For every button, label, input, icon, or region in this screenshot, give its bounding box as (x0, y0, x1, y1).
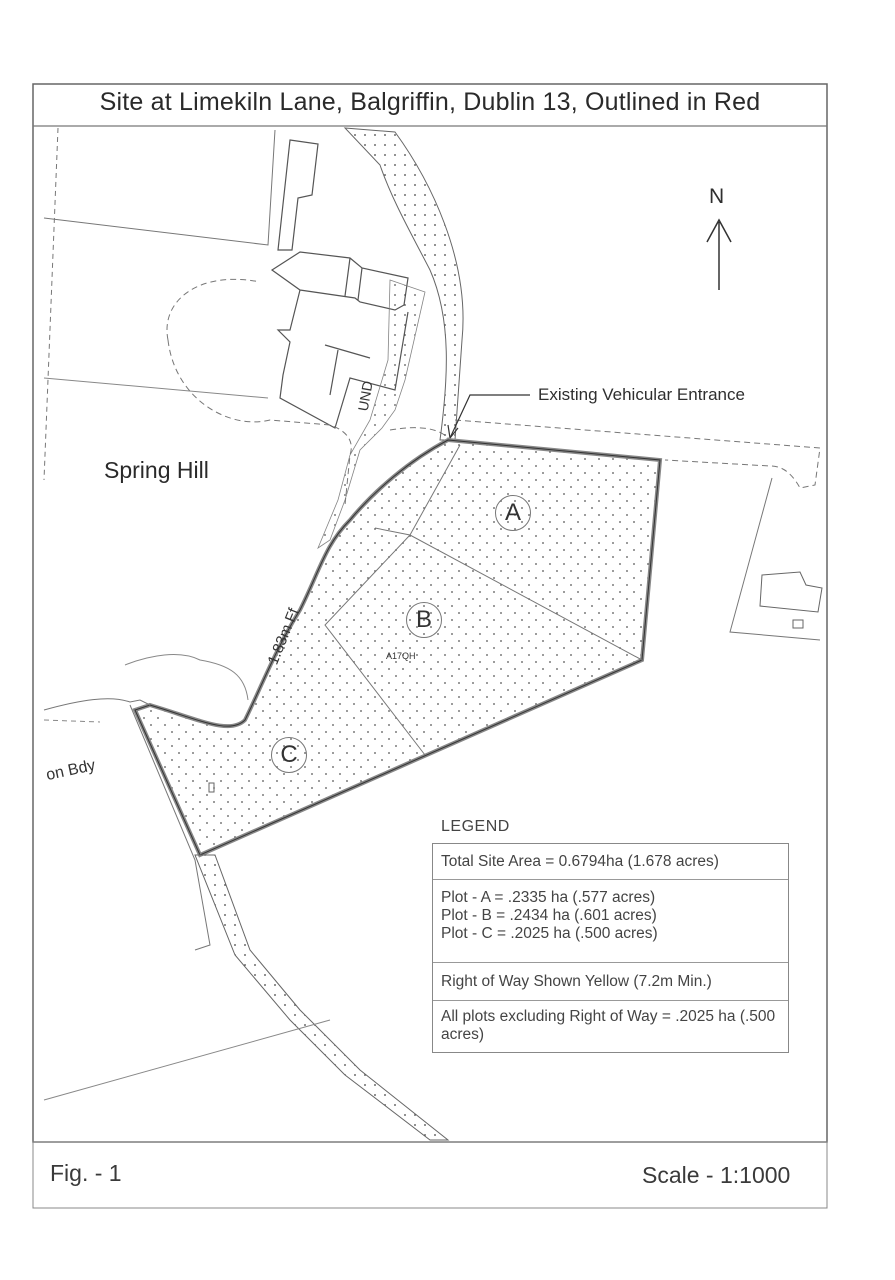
legend-plot-a: Plot - A = .2335 ha (.577 acres) (441, 889, 656, 906)
boundary-left (44, 128, 58, 480)
legend-title: LEGEND (441, 818, 510, 835)
plot-ref-label: A17QH (386, 651, 416, 661)
site-outline (135, 440, 660, 855)
boundary-label: on Bdy (44, 757, 97, 785)
east-property (730, 478, 820, 640)
entrance-label: Existing Vehicular Entrance (538, 385, 745, 404)
east-building (760, 572, 822, 612)
figure-label: Fig. - 1 (50, 1160, 122, 1186)
west-boundary-2 (125, 655, 248, 700)
legend-excluding: All plots excluding Right of Way = .2025 ha (.500 acres) (441, 1008, 776, 1043)
legend-plot-b: Plot - B = .2434 ha (.601 acres) (441, 907, 657, 924)
field-line-sw (44, 1020, 330, 1100)
west-edge-dashed (44, 720, 100, 722)
legend-plot-c: Plot - C = .2025 ha (.500 acres) (441, 925, 658, 942)
place-label: Spring Hill (104, 457, 209, 483)
track-label: UND (354, 379, 376, 413)
scale-label: Scale - 1:1000 (642, 1162, 791, 1188)
boundary-top-field (44, 130, 275, 245)
plot-c-label: C (271, 737, 307, 773)
fence-label: 1.83m Ff (264, 605, 303, 668)
legend-plots (433, 880, 788, 963)
legend-right-of-way: Right of Way Shown Yellow (7.2m Min.) (433, 963, 788, 1001)
legend-box (432, 843, 789, 1053)
plot-a-label: A (495, 495, 531, 531)
lane-south (195, 855, 448, 1140)
north-arrow (707, 220, 731, 290)
field-line (44, 378, 268, 398)
plot-b-label: B (406, 602, 442, 638)
map-title: Site at Limekiln Lane, Balgriffin, Dublin 13, Outlined in Red (99, 88, 761, 116)
north-label: N (709, 185, 725, 208)
legend-total: Total Site Area = 0.6794ha (1.678 acres) (433, 844, 788, 880)
entrance-leader (450, 395, 530, 438)
east-shed (793, 620, 803, 628)
